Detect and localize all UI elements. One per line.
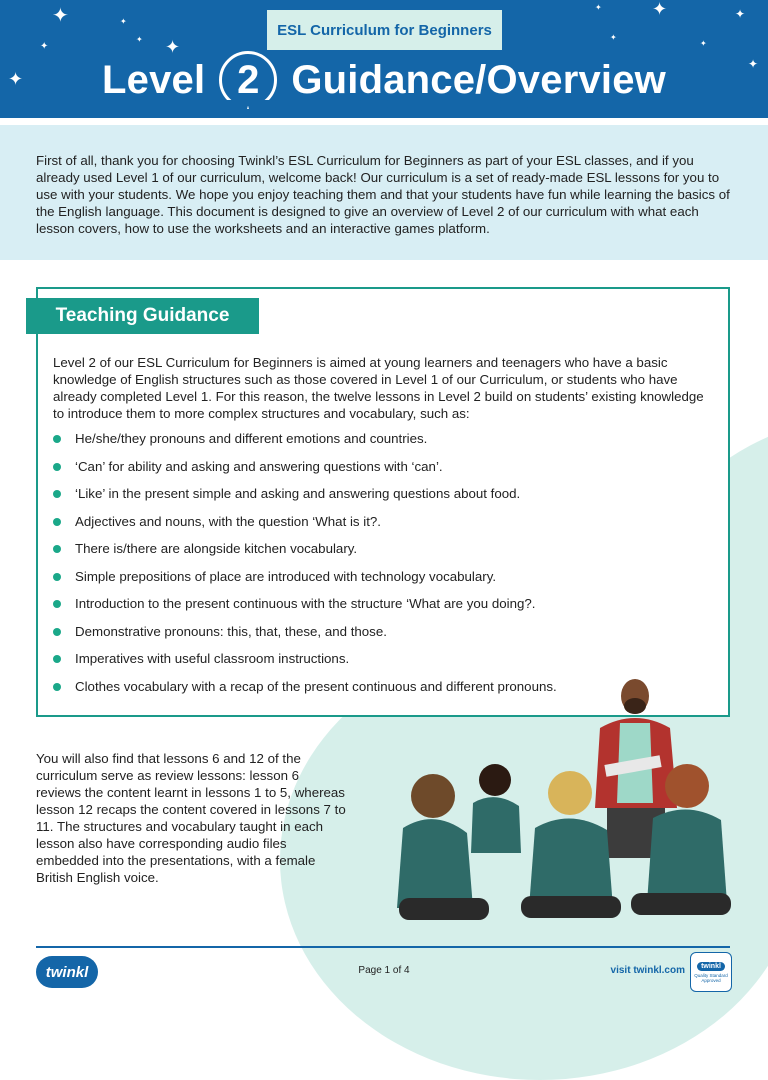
star-icon: ✦ [652, 0, 668, 19]
star-icon: ✦ [610, 33, 617, 42]
section-heading: Teaching Guidance [26, 298, 259, 334]
list-item [53, 595, 713, 623]
title-level: Level [102, 57, 206, 102]
list-item-text: Simple prepositions of place are introduced with technology vocabulary. [75, 568, 497, 584]
list-item-text: Introduction to the present continuous with the structure ‘What are you doing?. [75, 596, 536, 611]
student-figure [471, 764, 521, 853]
list-item-text: ‘Like’ in the present simple and asking and answering questions about food. [75, 486, 521, 501]
star-icon: ✦ [136, 35, 143, 44]
badge-caption: Quality Standard Approved [694, 972, 728, 983]
list-item [53, 623, 713, 651]
bullet-icon [53, 655, 61, 663]
list-item [53, 540, 713, 568]
list-item [53, 430, 713, 458]
list-item [53, 513, 713, 541]
list-item-text: ‘Can’ for ability and asking and answering questions with ‘can’. [75, 458, 443, 474]
star-icon: ✦ [735, 7, 746, 21]
quality-badge [690, 952, 732, 992]
classroom-illustration [395, 668, 735, 938]
star-icon: ✦ [165, 37, 181, 57]
list-item-text: Demonstrative pronouns: this, that, these, and those. [75, 623, 387, 639]
list-item-text: Clothes vocabulary with a recap of the present continuous and different pronouns. [75, 678, 557, 694]
level-number-badge: 2 [219, 51, 277, 109]
footer-divider [36, 946, 730, 948]
list-item-text: Imperatives with useful classroom instructions. [75, 651, 350, 666]
curriculum-tag: ESL Curriculum for Beginners [267, 10, 502, 50]
bullet-icon [53, 545, 61, 553]
intro-text: First of all, thank you for choosing Twinkl’s ESL Curriculum for Beginners as part of your ESL classes, and if you already used Level 1 of our curriculum, welcome back! Our curriculum is a set of ready-made ESL lessons for you to use with your students. We hope you enjoy teaching them and that your students have fun while learning the basics of the English language. This document is designed to give an overview of Level 2 of our curriculum with what each lesson covers, how to use the worksheets and an interactive games platform. [36, 153, 730, 236]
guidance-bullet-list [53, 430, 713, 705]
bullet-icon [53, 573, 61, 581]
star-icon: ✦ [748, 57, 759, 71]
list-item-text: Adjectives and nouns, with the question ‘What is it?. [75, 513, 381, 529]
bullet-icon [53, 600, 61, 608]
star-icon: ✦ [40, 41, 49, 52]
title-rest: Guidance/Overview [291, 57, 666, 102]
list-item-text: There is/there are alongside kitchen vocabulary. [75, 541, 358, 556]
list-item [53, 568, 713, 596]
star-icon: ✦ [700, 39, 707, 48]
star-icon: ✦ [120, 17, 127, 26]
bullet-icon [53, 628, 61, 636]
list-item [53, 458, 713, 486]
bullet-icon [53, 435, 61, 443]
bullet-icon [53, 518, 61, 526]
star-icon: ✦ [595, 3, 602, 12]
visit-link[interactable]: visit twinkl.com [610, 965, 685, 976]
review-paragraph: You will also find that lessons 6 and 12 of the curriculum serve as review lessons: lesson 6 reviews the content learnt in lessons 1 to 5, whereas lesson 12 recaps the content covered in lessons 7 to 11. The structures and vocabulary taught in each lesson also have corresponding audio files embedded into the presentations, with a female British English voice. [36, 751, 346, 885]
bullet-icon [53, 490, 61, 498]
badge-logo: twinkl [697, 962, 725, 971]
bullet-icon [53, 683, 61, 691]
list-item [53, 485, 713, 513]
guidance-intro: Level 2 of our ESL Curriculum for Beginners is aimed at young learners and teenagers who have a basic knowledge of English structures such as those covered in Level 1 of our Curriculum, or students who have already completed Level 1. For this reason, the twelve lessons in Level 2 build on students’ existing knowledge to introduce them to more complex structures and vocabulary, such as: [53, 355, 704, 421]
page-number: Page 1 of 4 [358, 965, 410, 976]
star-icon: ✦ [8, 69, 24, 89]
intro-band [0, 125, 768, 260]
twinkl-logo[interactable]: twinkl [36, 956, 98, 988]
list-item-text: He/she/they pronouns and different emotions and countries. [75, 431, 428, 446]
star-icon: ✦ [52, 5, 69, 27]
bullet-icon [53, 463, 61, 471]
